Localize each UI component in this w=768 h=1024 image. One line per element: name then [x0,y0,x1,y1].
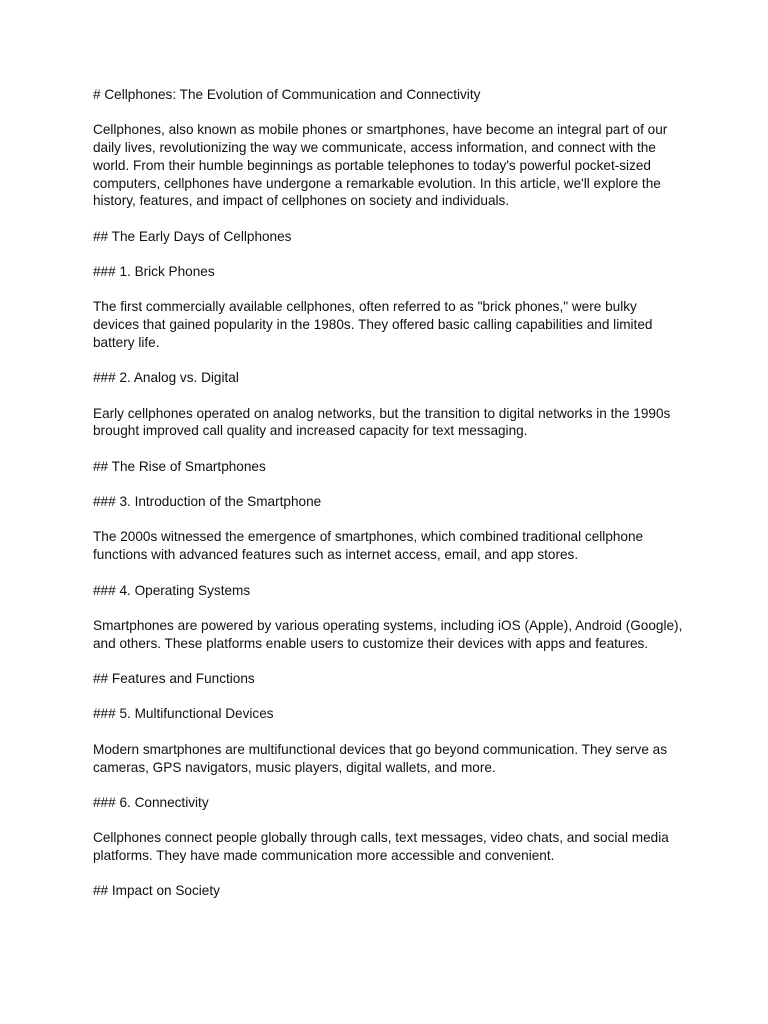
analog-digital-paragraph: Early cellphones operated on analog networks, but the transition to digital networks in the 1990s brought improved call quality and increased capacity for text messaging. [93,405,671,439]
subsection-heading-connectivity: ### 6. Connectivity [93,794,209,810]
subsection-heading-introduction: ### 3. Introduction of the Smartphone [93,494,322,510]
multifunctional-paragraph: Modern smartphones are multifunctional devices that go beyond communication. They serve as cameras, GPS navigators, music players, digital wallets, and more. [93,741,668,775]
operating-systems-paragraph: Smartphones are powered by various operating systems, including iOS (Apple), Android (Google), and others. These platforms enable users to customize their devices with apps and features. [93,617,683,651]
subsection-heading-brick-phones: ### 1. Brick Phones [93,263,215,279]
section-heading-early-days: ## The Early Days of Cellphones [93,228,292,244]
intro-paragraph: Cellphones, also known as mobile phones or smartphones, have become an integral part of our daily lives, revolutionizing the way we communicate, access information, and connect with the world. From their humble beginnings as portable telephones to today's powerful pocket-sized computers, cellphones have undergone a remarkable evolution. In this article, we'll explore the history, features, and impact of cellphones on society and individuals. [93,122,668,209]
document-page [93,86,683,918]
section-heading-rise-smartphones: ## The Rise of Smartphones [93,458,266,474]
document-title: # Cellphones: The Evolution of Communication and Connectivity [93,87,481,102]
introduction-paragraph: The 2000s witnessed the emergence of smartphones, which combined traditional cellphone functions with advanced features such as internet access, email, and app stores. [93,529,644,563]
subsection-heading-analog-digital: ### 2. Analog vs. Digital [93,370,239,386]
subsection-heading-multifunctional: ### 5. Multifunctional Devices [93,706,274,722]
subsection-heading-operating-systems: ### 4. Operating Systems [93,582,251,598]
section-heading-impact: ## Impact on Society [93,883,220,899]
section-heading-features: ## Features and Functions [93,671,255,687]
connectivity-paragraph: Cellphones connect people globally through calls, text messages, video chats, and social media platforms. They have made communication more accessible and convenient. [93,830,669,863]
brick-phones-paragraph: The first commercially available cellphones, often referred to as "brick phones," were bulky devices that gained popularity in the 1980s. They offered basic calling capabilities and limited battery life. [93,299,653,350]
